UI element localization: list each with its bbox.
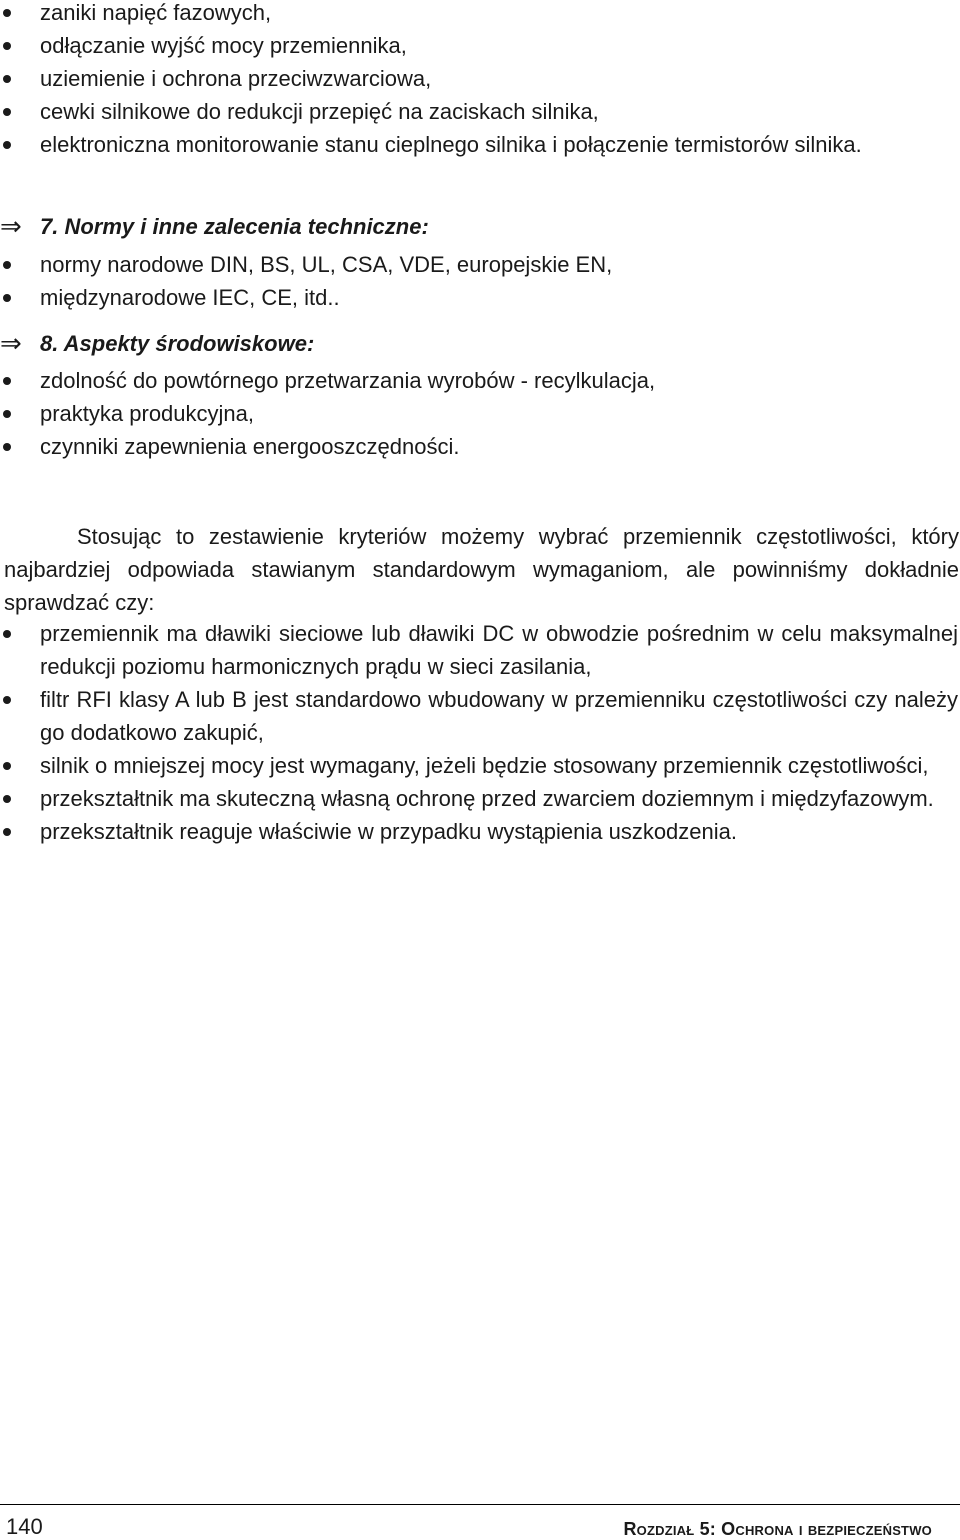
list-item-text: przekształtnik reaguje właściwie w przypadku wystąpienia uszkodzenia. (40, 819, 737, 844)
top-bullet-list (0, 0, 960, 161)
list-item (0, 128, 960, 161)
double-arrow-icon: ⇒ (0, 211, 22, 241)
list-item-text: uziemienie i ochrona przeciwzwarciowa, (40, 66, 432, 91)
list-item-text: normy narodowe DIN, BS, UL, CSA, VDE, europejskie EN, (40, 252, 613, 277)
bullet-icon (3, 261, 11, 269)
list-item (0, 29, 918, 62)
list-item-text: przemiennik ma dławiki sieciowe lub dławiki DC w obwodzie pośrednim w celu maksymalnej redukcji poziomu harmonicznych prądu w sieci zasilania, (40, 621, 958, 679)
list-item (0, 430, 918, 463)
section-heading-8 (0, 327, 314, 360)
section-title: 7. Normy i inne zalecenia techniczne: (40, 214, 429, 239)
list-item-text: zaniki napięć fazowych, (40, 0, 272, 25)
list-item-text: międzynarodowe IEC, CE, itd.. (40, 285, 340, 310)
bullet-icon (3, 75, 11, 83)
page-number: 140 (6, 1514, 43, 1539)
bullet-icon (3, 630, 11, 638)
list-item (0, 683, 958, 749)
check-list (0, 617, 958, 848)
list-item (0, 617, 958, 683)
bullet-icon (3, 762, 11, 770)
list-item (0, 782, 958, 815)
list-item (0, 248, 918, 281)
list-item-text: czynniki zapewnienia energooszczędności. (40, 434, 460, 459)
list-item (0, 281, 918, 314)
bullet-icon (3, 108, 11, 116)
list-item-text: praktyka produkcyjna, (40, 401, 254, 426)
bullet-icon (3, 795, 11, 803)
body-paragraph: Stosując to zestawienie kryteriów możemy wybrać przemiennik częstotliwości, który najbardziej odpowiada stawianym standardowym wymaganiom, ale powinniśmy dokładnie sprawdzać czy: (4, 524, 959, 615)
list-item (0, 749, 958, 782)
bullet-icon (3, 9, 11, 17)
list-item (0, 62, 918, 95)
section-heading-7 (0, 210, 429, 243)
bullet-icon (3, 410, 11, 418)
list-item (0, 397, 918, 430)
bullet-icon (3, 443, 11, 451)
list-item-text: zdolność do powtórnego przetwarzania wyrobów - recylkulacja, (40, 368, 656, 393)
bullet-icon (3, 828, 11, 836)
list-item-text: cewki silnikowe do redukcji przepięć na zaciskach silnika, (40, 99, 599, 124)
bullet-icon (3, 42, 11, 50)
list-item-text: silnik o mniejszej mocy jest wymagany, jeżeli będzie stosowany przemiennik częstotliwości, (40, 753, 929, 778)
footer-divider (0, 1504, 960, 1505)
list-item-text: przekształtnik ma skuteczną własną ochronę przed zwarciem doziemnym i międzyfazowym. (40, 786, 934, 811)
list-item-text: odłączanie wyjść mocy przemiennika, (40, 33, 407, 58)
list-item (0, 95, 918, 128)
section-7-list (0, 248, 918, 314)
bullet-icon (3, 141, 11, 149)
list-item (0, 364, 918, 397)
double-arrow-icon: ⇒ (0, 328, 22, 358)
chapter-title: Rozdział 5: Ochrona i bezpieczeństwo (623, 1519, 932, 1539)
bullet-icon (3, 377, 11, 385)
list-item (0, 0, 918, 29)
list-item-text: filtr RFI klasy A lub B jest standardowo wbudowany w przemienniku częstotliwości czy należy go dodatkowo zakupić, (40, 687, 958, 745)
list-item (0, 815, 958, 848)
bullet-icon (3, 696, 11, 704)
list-item-text: elektroniczna monitorowanie stanu cieplnego silnika i połączenie termistorów silnika. (40, 132, 862, 157)
section-8-list (0, 364, 918, 463)
bullet-icon (3, 294, 11, 302)
section-title: 8. Aspekty środowiskowe: (40, 331, 315, 356)
